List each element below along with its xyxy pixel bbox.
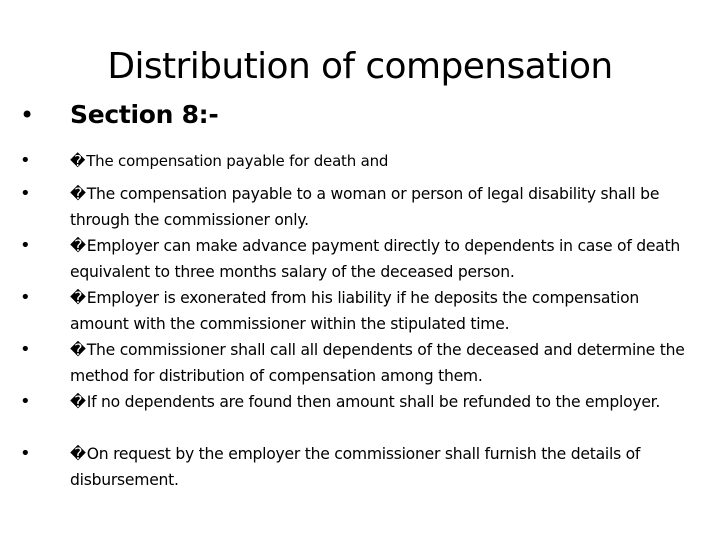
missing-glyph-icon: � [70, 152, 86, 170]
bullet-text: �If no dependents are found then amount shall be refunded to the employer. [70, 389, 700, 415]
missing-glyph-icon: � [70, 393, 86, 411]
bullet-dot-icon: • [20, 391, 31, 412]
missing-glyph-icon: � [70, 445, 86, 463]
bullet-dot-icon: • [20, 443, 31, 464]
bullet-dot-icon: • [20, 287, 31, 308]
bullet-text: �Employer is exonerated from his liability if he deposits the compensation amount with the commissioner within the stipulated time. [70, 285, 700, 337]
missing-glyph-icon: � [70, 237, 86, 255]
missing-glyph-icon: � [70, 289, 86, 307]
bullet-dot-icon: • [20, 339, 31, 360]
missing-glyph-icon: � [70, 185, 86, 203]
slide-title: Distribution of compensation [107, 46, 613, 87]
bullet-text: �The commissioner shall call all dependents of the deceased and determine the method for distribution of compensation among them. [70, 337, 700, 389]
missing-glyph-icon: � [70, 341, 86, 359]
bullet-dot-icon: • [20, 101, 35, 129]
bullet-text: �The compensation payable for death and [70, 148, 700, 174]
bullet-text: �Employer can make advance payment directly to dependents in case of death equivalent to three months salary of the deceased person. [70, 233, 700, 285]
bullet-dot-icon: • [20, 183, 31, 204]
bullet-text: �On request by the employer the commissioner shall furnish the details of disbursement. [70, 441, 700, 493]
bullet-dot-icon: • [20, 150, 31, 171]
bullet-dot-icon: • [20, 235, 31, 256]
section-heading: Section 8:- [70, 100, 219, 129]
bullet-text: �The compensation payable to a woman or person of legal disability shall be through the commissioner only. [70, 181, 700, 233]
